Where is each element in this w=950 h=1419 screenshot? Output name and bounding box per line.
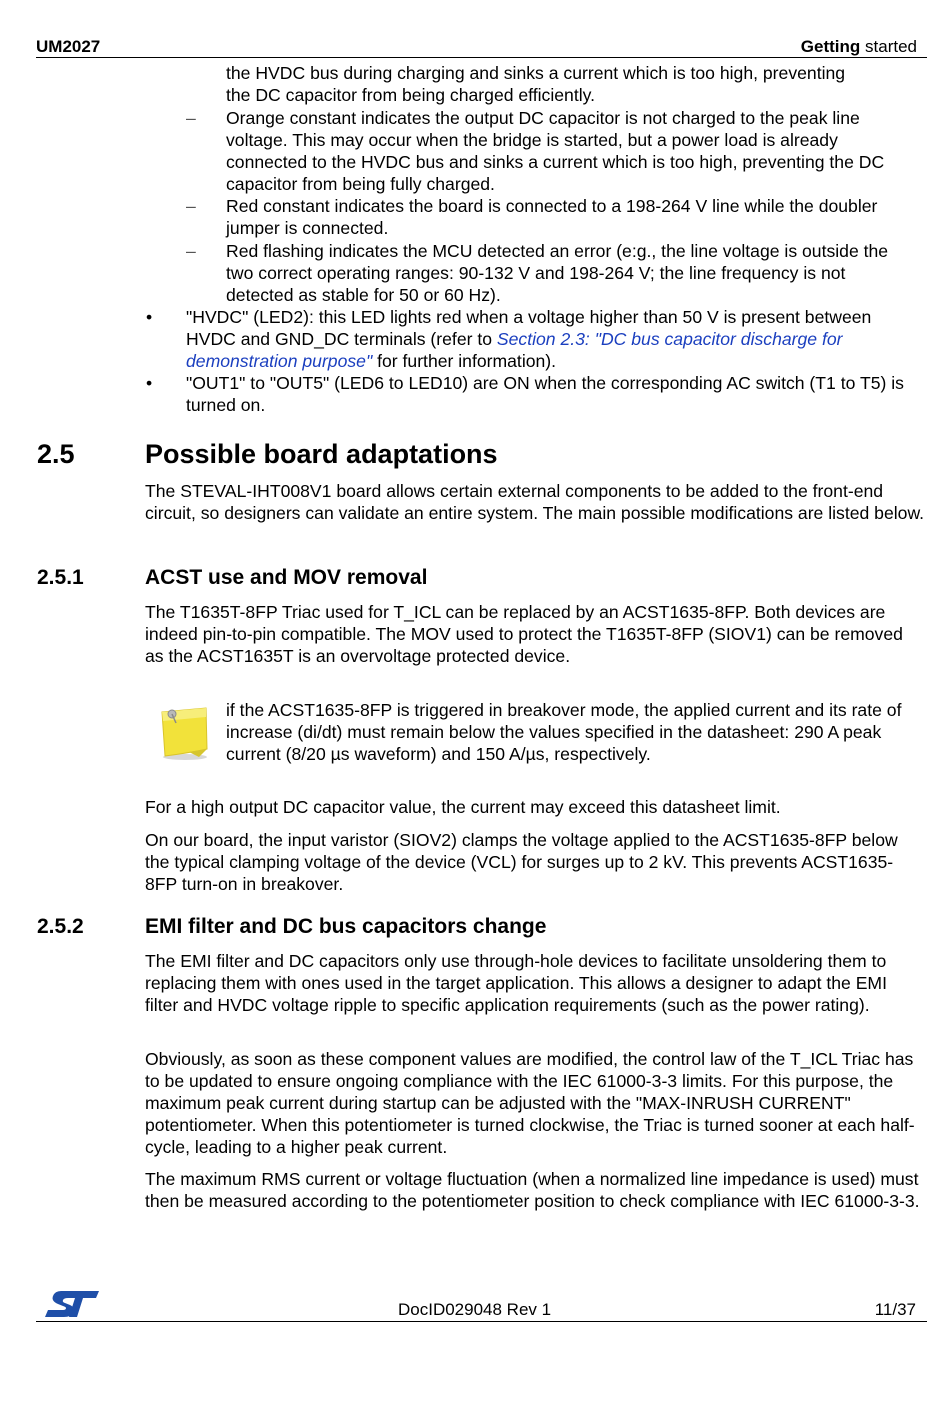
dash-item-red-flashing: Red flashing indicates the MCU detected an error (e:g., the line voltage is outside the two correct operating ranges: 90-132 V and 198-264 V; the line frequency is not detected as stable for 50 or 60 Hz). [226,241,889,305]
section-title: Possible board adaptations [145,439,498,469]
section-2-5-1-p2: For a high output DC capacitor value, the current may exceed this datasheet limit. [145,797,781,817]
cont-line-1: the HVDC bus during charging and sinks a current which is too high, preventing [226,63,846,83]
subsection-title: EMI filter and DC bus capacitors change [145,915,547,938]
doc-id: DocID029048 Rev 1 [398,1300,552,1319]
section-title-header [801,36,917,58]
dash-marker: – [186,241,196,261]
section-2-5-1-p1: The T1635T-8FP Triac used for T_ICL can be replaced by an ACST1635-8FP. Both devices are indeed pin-to-pin compatible. The MOV used to protect the T1635T-8FP (SIOV1) can be removed as the ACST1635T is an overvoltage protected device. [145,602,903,666]
subsection-number: 2.5.1 [37,566,84,589]
header-rule [36,57,927,58]
bullet-hvdc-text-end: for further information). [372,350,557,371]
section-2-3-link[interactable]: Section 2.3: "DC bus capacitor discharge for demonstration purpose" [186,328,843,371]
section-2-5-2-p2: Obviously, as soon as these component values are modified, the control law of the T_ICL Triac has to be updated to ensure ongoing compliance with the IEC 61000-3-3 limits. For this purpose, the maximum peak current during startup can be adjusted with the "MAX-INRUSH CURRENT" potentiometer. When this potentiometer is turned clockwise, the Triac is turned sooner at each half-cycle, leading to a higher peak current. [145,1049,915,1157]
bullet-hvdc-text: "HVDC" (LED2): this LED lights red when a voltage higher than 50 V is present between HVDC and GND_DC terminals (refer to [186,307,872,349]
dash-item-orange: Orange constant indicates the output DC capacitor is not charged to the peak line voltage. This may occur when the bridge is started, but a power load is already connected to the HVDC bus and sinks a current which is too high, preventing the DC capacitor from being fully charged. [226,108,885,194]
bullet-marker: • [146,307,153,327]
dash-marker: – [186,108,196,128]
cont-line-2: the DC capacitor from being charged efficiently. [226,84,596,105]
subsection-number: 2.5.2 [37,915,84,938]
dash-marker: – [186,196,196,216]
list-continuation [226,63,916,107]
page-number: 11/37 [874,1300,916,1319]
header-section-bold: Getting [800,37,861,56]
section-2-5-1-p3: On our board, the input varistor (SIOV2) clamps the voltage applied to the ACST1635-8FP below the typical clamping voltage of the device (VCL) for surges up to 2 kV. This prevents ACST1635-8FP turn-on in breakover. [145,830,898,894]
bullet-item-hvdc [186,307,916,373]
header-section-rest: started [860,37,917,56]
note-text: if the ACST1635-8FP is triggered in breakover mode, the applied current and its rate of increase (di/dt) must remain below the values specified in the datasheet: 290 A peak current (8/20 µs waveform) and 150 A/µs, respectively. [226,700,902,764]
note-icon [159,703,211,761]
section-2-5-2-p3: The maximum RMS current or voltage fluctuation (when a normalized line impedance is used) must then be measured according to the potentiometer position to check compliance with IEC 61000-3-3. [145,1169,920,1211]
subsection-title: ACST use and MOV removal [145,566,428,589]
section-2-5-body: The STEVAL-IHT008V1 board allows certain external components to be added to the front-end circuit, so designers can validate an entire system. The main possible modifications are listed below. [145,481,925,523]
footer-rule [36,1321,927,1322]
st-logo [44,1290,100,1318]
section-number: 2.5 [37,439,75,469]
doc-code: UM2027 [36,37,101,56]
bullet-marker: • [146,373,153,393]
section-2-5-2-p1: The EMI filter and DC capacitors only use through-hole devices to facilitate unsoldering them to replacing them with ones used in the target application. This allows a designer to adapt the EMI filter and HVDC voltage ripple to specific application requirements (such as the power rating). [145,951,887,1015]
bullet-item-out: "OUT1" to "OUT5" (LED6 to LED10) are ON when the corresponding AC switch (T1 to T5) is turned on. [186,373,904,415]
dash-item-red-constant: Red constant indicates the board is connected to a 198-264 V line while the doubler jumper is connected. [226,196,878,238]
